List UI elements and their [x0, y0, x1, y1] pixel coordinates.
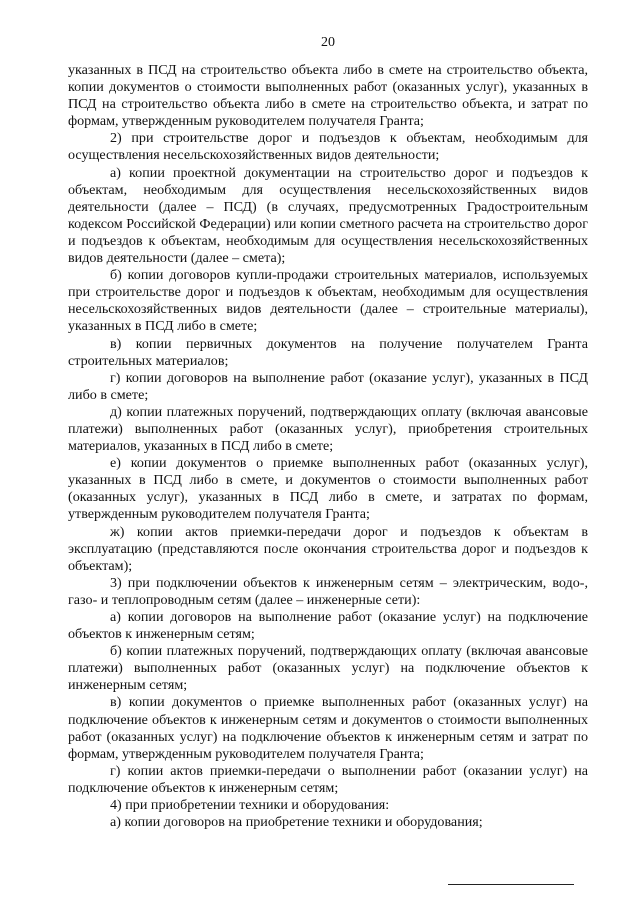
- paragraph: г) копии актов приемки-передачи о выполнении работ (оказании услуг) на подключение объектов к инженерным сетям;: [68, 762, 588, 796]
- paragraph: а) копии договоров на приобретение техники и оборудования;: [110, 814, 483, 831]
- paragraph: д) копии платежных поручений, подтверждающих оплату (включая авансовые платежи) выполненных работ (оказанных услуг), приобретения строительных материалов, указанных в ПСД либо в смете;: [68, 403, 588, 455]
- paragraph: а) копии договоров на выполнение работ (оказание услуг) на подключение объектов к инженерным сетям;: [68, 609, 588, 643]
- footer-divider: [448, 884, 574, 885]
- paragraph: 4) при приобретении техники и оборудования:: [110, 797, 390, 814]
- document-body: [68, 62, 588, 831]
- paragraph: ж) копии актов приемки-передачи дорог и подъездов к объектам в эксплуатацию (представляются после окончания строительства дорог и подъездов к объектам);: [68, 523, 588, 574]
- paragraph: в) копии первичных документов на получение получателем Гранта строительных материалов;: [68, 335, 588, 369]
- paragraph: б) копии договоров купли-продажи строительных материалов, используемых при строительстве дорог и подъездов к объектам, необходимым для осуществления несельскохозяйственных видов деятельности (далее – строительные материалы), указанных в ПСД либо в смете;: [68, 267, 588, 335]
- paragraph: е) копии документов о приемке выполненных работ (оказанных услуг), указанных в ПСД либо в смете, и документов о стоимости выполненных работ (оказанных услуг), указанных в ПСД либо в смете, и затратах по формам, утвержденным руководителем получателя Гранта;: [68, 455, 588, 523]
- paragraph: г) копии договоров на выполнение работ (оказание услуг), указанных в ПСД либо в смете;: [68, 369, 588, 403]
- paragraph: б) копии платежных поручений, подтверждающих оплату (включая авансовые платежи) выполненных работ (оказанных услуг) на подключение объектов к инженерным сетям;: [68, 643, 588, 694]
- paragraph: а) копии проектной документации на строительство дорог и подъездов к объектам, необходимым для осуществления несельскохозяйственных видов деятельности (далее – ПСД) (в случаях, предусмотренных Градостроительным кодексом Российской Федерации) или копии сметного расчета на строительство дорог и подъездов к объектам, необходимым для осуществления несельскохозяйственных видов деятельности (далее – смета);: [68, 164, 588, 267]
- paragraph: указанных в ПСД на строительство объекта либо в смете на строительство объекта, копии документов о стоимости выполненных работ (оказанных услуг), указанных в ПСД на строительство объекта либо в смете на строительство объекта, и затрат по формам, утвержденным руководителем получателя Гранта;: [68, 62, 588, 130]
- paragraph: 2) при строительстве дорог и подъездов к объектам, необходимым для осуществления несельскохозяйственных видов деятельности;: [68, 130, 588, 164]
- paragraph: в) копии документов о приемке выполненных работ (оказанных услуг) на подключение объектов к инженерным сетям и документов о стоимости выполненных работ (оказанных услуг) на подключение объектов к инженерным сетям и затрат по формам, утвержденным руководителем получателя Гранта;: [68, 694, 588, 762]
- paragraph: 3) при подключении объектов к инженерным сетям – электрическим, водо-, газо- и теплопроводным сетям (далее – инженерные сети):: [68, 574, 588, 608]
- page-number: 20: [321, 35, 335, 50]
